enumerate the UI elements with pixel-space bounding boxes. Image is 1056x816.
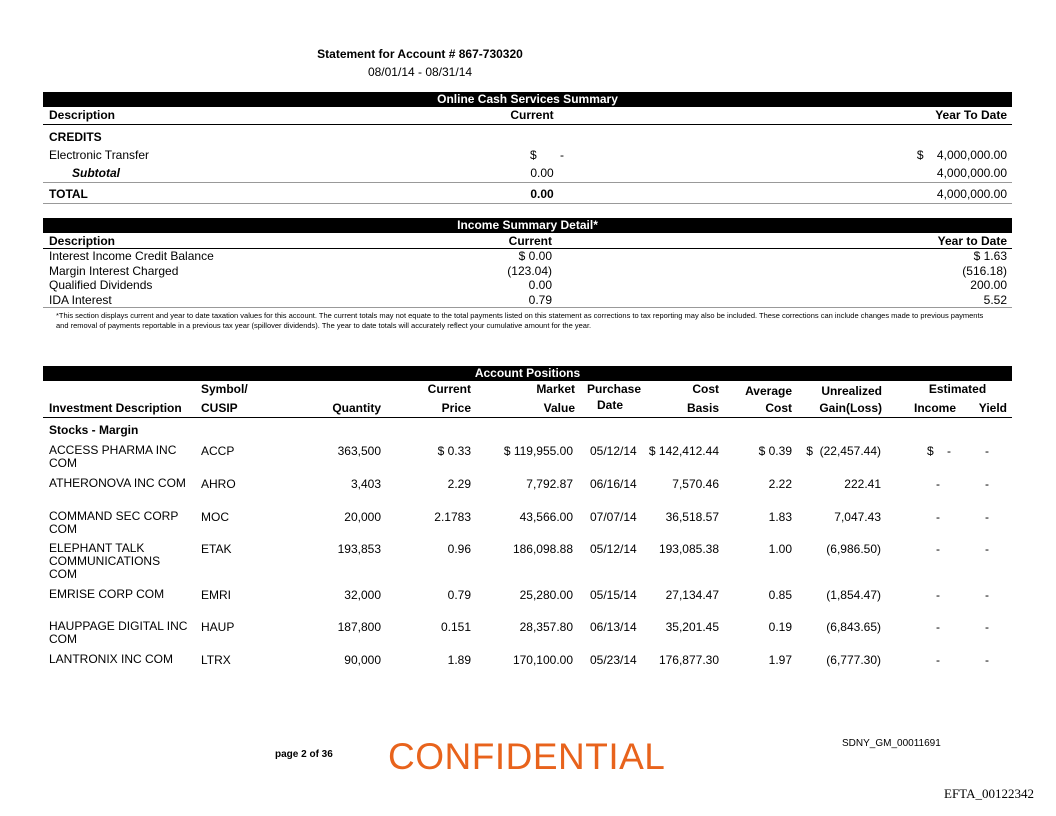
income-row-ytd: 5.52 (983, 293, 1007, 307)
row-date: 07/07/14 (590, 510, 637, 524)
statement-period: 08/01/14 - 08/31/14 (367, 65, 473, 79)
row-date: 05/12/14 (590, 444, 637, 458)
income-summary-title: Income Summary Detail* (43, 218, 1012, 233)
row-value: $ 119,955.00 (503, 444, 573, 458)
bates-number: SDNY_GM_00011691 (842, 738, 941, 749)
credits-label: CREDITS (49, 130, 102, 144)
row-price: 0.96 (447, 542, 471, 556)
row-description: HAUPPAGE DIGITAL INC COM (49, 619, 188, 646)
row-yield: - (985, 588, 989, 602)
row-price: $ 0.33 (437, 444, 471, 458)
income-row-ytd: 200.00 (970, 278, 1007, 292)
income-col-ytd: Year to Date (937, 234, 1007, 248)
divider (43, 307, 1012, 308)
row-basis: 35,201.45 (665, 620, 719, 634)
col-average-top: Average (745, 384, 792, 398)
row-basis: 27,134.47 (665, 588, 719, 602)
income-row-current: 0.00 (528, 278, 552, 292)
table-row (43, 653, 1012, 693)
income-row-label: Qualified Dividends (49, 278, 153, 292)
row-gain: $ (22,457.44) (806, 444, 881, 458)
row-income: - (936, 620, 940, 634)
income-col-description: Description (49, 234, 116, 248)
row-quantity: 90,000 (344, 653, 381, 667)
row-symbol: ETAK (201, 542, 232, 556)
row-yield: - (985, 477, 989, 491)
row-description: ELEPHANT TALK COMMUNICATIONS COM (49, 541, 161, 581)
row-yield: - (985, 444, 989, 458)
statement-title: Statement for Account # 867-730320 (317, 47, 523, 61)
income-row-current: $ 0.00 (518, 249, 552, 263)
row-value: 7,792.87 (526, 477, 573, 491)
row-price: 1.89 (447, 653, 471, 667)
row-quantity: 32,000 (344, 588, 381, 602)
row-description: ATHERONOVA INC COM (49, 476, 186, 490)
row-date: 05/15/14 (590, 588, 637, 602)
col-investment: Investment Description (49, 401, 182, 415)
row-description: COMMAND SEC CORP COM (49, 509, 179, 536)
row-avg-cost: 0.85 (768, 588, 792, 602)
income-row-label: IDA Interest (49, 293, 112, 307)
total-current: 0.00 (530, 187, 554, 201)
divider (43, 124, 1012, 125)
income-row-ytd: (516.18) (962, 264, 1007, 278)
row-gain: (1,854.47) (826, 588, 881, 602)
income-row-label: Margin Interest Charged (49, 264, 179, 278)
row-gain: 7,047.43 (834, 510, 881, 524)
row-description: EMRISE CORP COM (49, 587, 165, 601)
col-estimated-top: Estimated (928, 382, 987, 396)
row-quantity: 3,403 (350, 477, 381, 491)
row-date: 05/12/14 (590, 542, 637, 556)
divider (43, 203, 1012, 204)
income-row-label: Interest Income Credit Balance (49, 249, 214, 263)
row-date: 05/23/14 (590, 653, 637, 667)
row-basis: 193,085.38 (658, 542, 719, 556)
cash-col-current: Current (510, 108, 554, 122)
row-price: 0.79 (447, 588, 471, 602)
row-symbol: EMRI (201, 588, 231, 602)
col-price: Price (441, 401, 471, 415)
row-symbol: MOC (201, 510, 229, 524)
page-number: page 2 of 36 (275, 749, 333, 760)
subtotal-current: 0.00 (530, 166, 554, 180)
row-avg-cost: $ 0.39 (758, 444, 792, 458)
col-value: Value (543, 401, 575, 415)
row-basis: 36,518.57 (665, 510, 719, 524)
col-symbol-top: Symbol/ (201, 382, 248, 396)
divider (43, 182, 1012, 183)
row-date: 06/16/14 (590, 477, 637, 491)
electronic-transfer-label: Electronic Transfer (49, 148, 150, 162)
row-value: 186,098.88 (512, 542, 573, 556)
cash-summary-title: Online Cash Services Summary (43, 92, 1012, 107)
row-income: - (936, 653, 940, 667)
cash-col-ytd: Year To Date (935, 108, 1007, 122)
cash-col-description: Description (49, 108, 116, 122)
row-yield: - (985, 542, 989, 556)
income-col-current: Current (508, 234, 552, 248)
row-avg-cost: 1.97 (768, 653, 792, 667)
positions-title: Account Positions (43, 366, 1012, 381)
row-price: 0.151 (440, 620, 471, 634)
row-income: - (936, 542, 940, 556)
row-description: LANTRONIX INC COM (49, 652, 174, 666)
row-income: $ - (927, 444, 952, 458)
row-avg-cost: 0.19 (768, 620, 792, 634)
subtotal-label: Subtotal (72, 166, 120, 180)
income-row-ytd: $ 1.63 (973, 249, 1007, 263)
col-current-top: Current (427, 382, 471, 396)
row-yield: - (985, 510, 989, 524)
divider (43, 417, 1012, 418)
row-symbol: LTRX (201, 653, 231, 667)
row-yield: - (985, 620, 989, 634)
row-yield: - (985, 653, 989, 667)
col-basis: Basis (686, 401, 719, 415)
col-quantity: Quantity (332, 401, 381, 415)
row-value: 170,100.00 (512, 653, 573, 667)
total-label: TOTAL (49, 187, 88, 201)
row-gain: (6,986.50) (826, 542, 881, 556)
confidential-stamp: CONFIDENTIAL (388, 736, 666, 777)
col-unrealized-top: Unrealized (821, 384, 882, 398)
row-avg-cost: 2.22 (768, 477, 792, 491)
row-price: 2.1783 (434, 510, 471, 524)
col-cusip: CUSIP (201, 401, 238, 415)
col-cost: Cost (765, 401, 792, 415)
col-yield: Yield (978, 401, 1007, 415)
income-row-current: (123.04) (507, 264, 552, 278)
row-gain: (6,777.30) (826, 653, 881, 667)
row-income: - (936, 510, 940, 524)
row-gain: (6,843.65) (826, 620, 881, 634)
row-avg-cost: 1.00 (768, 542, 792, 556)
row-symbol: HAUP (201, 620, 235, 634)
row-description: ACCESS PHARMA INC COM (49, 443, 177, 470)
row-date: 06/13/14 (590, 620, 637, 634)
row-price: 2.29 (447, 477, 471, 491)
income-row-current: 0.79 (528, 293, 552, 307)
income-footnote: *This section displays current and year to date taxation values for this account. The current totals may not equate to the total payments listed on this statement as corrections to tax reporting may also be included. These corrections can include changes made to previous payments and removal of payments reportable in a previous tax year (spillover dividends). The year to date totals will accurately reflect your cumulative amount for the year. (56, 311, 984, 330)
row-income: - (936, 588, 940, 602)
row-quantity: 193,853 (337, 542, 381, 556)
row-quantity: 363,500 (337, 444, 381, 458)
col-purchase-top: Purchase (587, 382, 642, 396)
row-income: - (936, 477, 940, 491)
col-market-top: Market (536, 382, 575, 396)
row-basis: 7,570.46 (672, 477, 719, 491)
col-gain: Gain(Loss) (819, 401, 882, 415)
col-date: Date (597, 398, 624, 412)
row-quantity: 187,800 (337, 620, 381, 634)
section-label: Stocks - Margin (49, 423, 139, 437)
table-row (43, 542, 1012, 588)
row-value: 25,280.00 (519, 588, 573, 602)
row-basis: 176,877.30 (658, 653, 719, 667)
electronic-transfer-ytd: $ 4,000,000.00 (916, 148, 1007, 162)
subtotal-ytd: 4,000,000.00 (936, 166, 1007, 180)
row-gain: 222.41 (844, 477, 881, 491)
col-income: Income (914, 401, 957, 415)
total-ytd: 4,000,000.00 (936, 187, 1007, 201)
row-value: 43,566.00 (519, 510, 573, 524)
efta-number: EFTA_00122342 (944, 786, 1034, 801)
row-basis: $ 142,412.44 (648, 444, 719, 458)
row-avg-cost: 1.83 (768, 510, 792, 524)
electronic-transfer-current: $ - (530, 148, 565, 162)
col-cost-top: Cost (692, 382, 719, 396)
row-symbol: ACCP (201, 444, 235, 458)
row-symbol: AHRO (201, 477, 236, 491)
row-value: 28,357.80 (519, 620, 573, 634)
row-quantity: 20,000 (344, 510, 381, 524)
